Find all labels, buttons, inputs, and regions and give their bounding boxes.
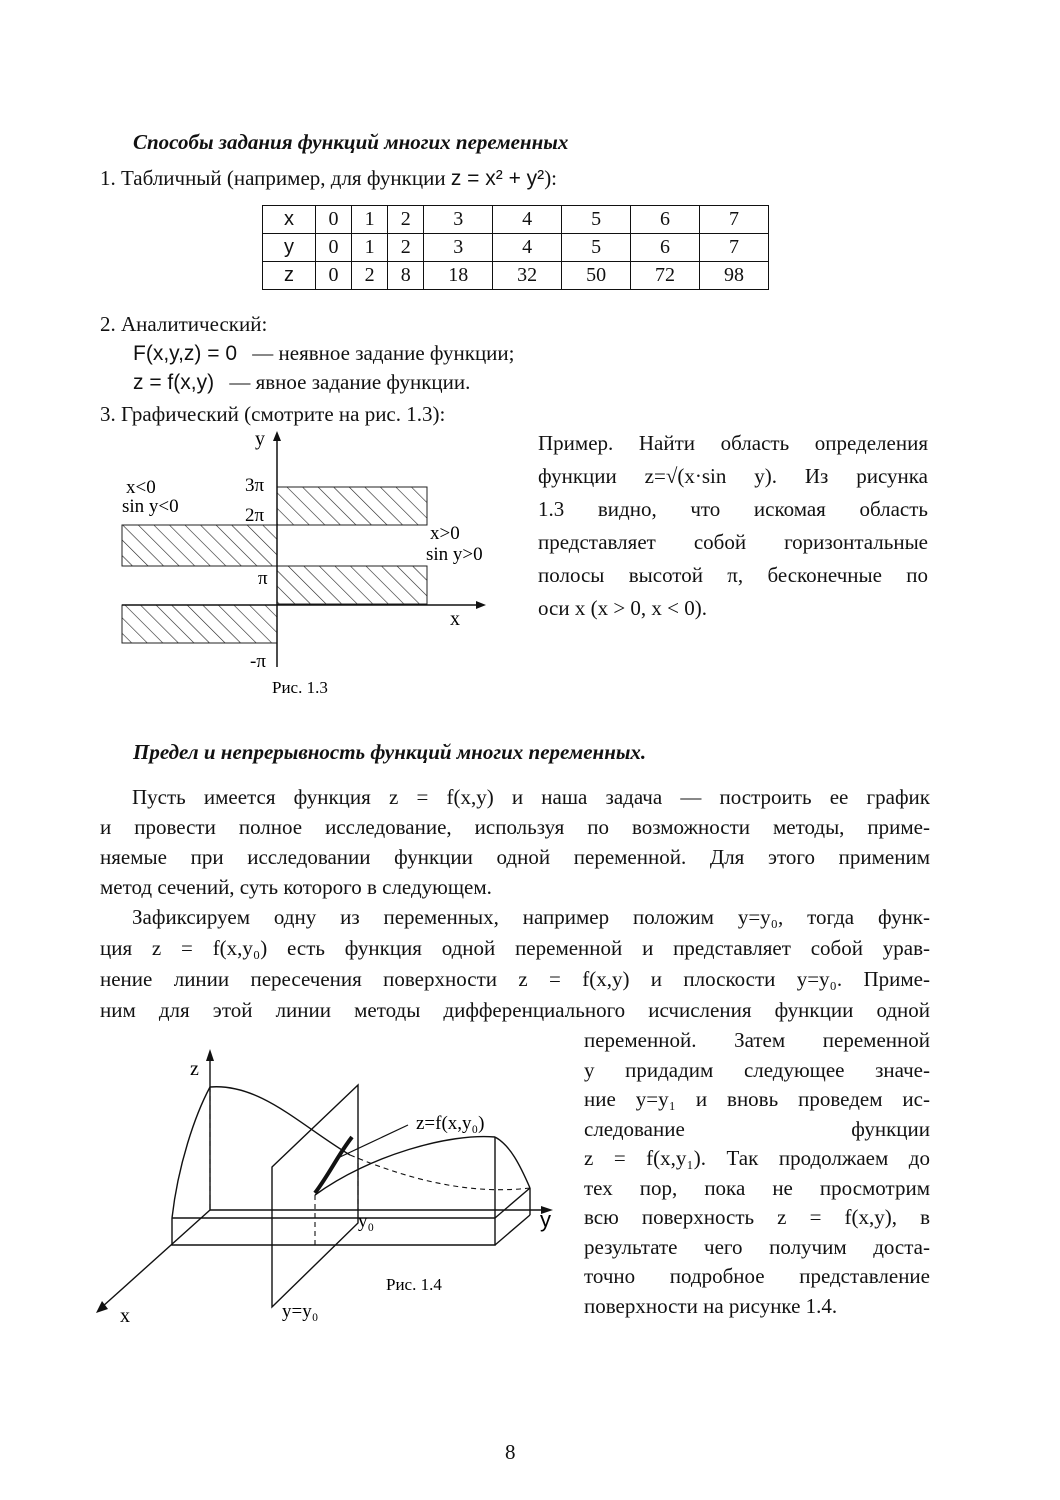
paragraph-line: z = f(x,y₁). Так продолжаем до: [584, 1146, 930, 1170]
fig13-y-label: y: [255, 428, 265, 450]
fig14-curve-label: z=f(x,y₀): [416, 1113, 485, 1134]
table-row: [263, 206, 769, 234]
paragraph-line: Пусть имеется функция z = f(x,y) и наша задача — построить ее график: [132, 785, 930, 809]
example-line: 1.3 видно, что искомая область: [538, 497, 928, 521]
values-table: [262, 205, 769, 290]
table-cell: 5: [562, 234, 631, 262]
table-cell: 6: [631, 206, 700, 234]
table-cell: 7: [699, 206, 768, 234]
paragraph-line: метод сечений, суть которого в следующем.: [100, 875, 492, 899]
paragraph-line: поверхности на рисунке 1.4.: [584, 1293, 838, 1318]
item-analytic-title: 2. Аналитический:: [100, 312, 268, 336]
paragraph-line: y придадим следующее значе-: [584, 1057, 930, 1082]
item-graphic-title: 3. Графический (смотрите на рис. 1.3):: [100, 402, 446, 426]
table-cell: 18: [424, 262, 493, 290]
label-neg-pi: -π: [250, 651, 266, 672]
item-tabular-after: ):: [544, 166, 558, 190]
example-paragraph: [538, 427, 928, 625]
band-left-pi-2pi: [122, 525, 277, 566]
label-pi: π: [258, 568, 268, 589]
paragraph-line: ние y=y₁ и вновь проведем ис-: [584, 1087, 930, 1111]
implicit-formula: F(x,y,z) = 0: [133, 342, 238, 365]
right-condition-x: x>0: [430, 523, 460, 544]
table-cell: 3: [424, 206, 493, 234]
paragraph-line: и провести полное исследование, используя по возможности методы, приме-: [100, 815, 930, 839]
paragraph-line: результате чего получим доста-: [584, 1234, 930, 1259]
fig14-caption: Рис. 1.4: [386, 1275, 442, 1294]
example-line: функции z=√(x·sin y). Из рисунка: [538, 464, 928, 488]
table-cell: 4: [493, 206, 562, 234]
example-line: полосы высотой π, бесконечные по: [538, 563, 928, 587]
x-axis-arrow-icon: [476, 601, 486, 609]
table-row-label: z: [263, 262, 316, 290]
table-row: [263, 262, 769, 290]
paragraph-line: точно подробное представление: [584, 1264, 930, 1288]
fig14-plane-label: y=y₀: [282, 1301, 319, 1322]
surface-top-curve: [210, 1087, 350, 1155]
surface-front-left: [172, 1087, 210, 1218]
table-cell: 2: [388, 206, 424, 234]
base-box: [172, 1218, 495, 1245]
left-condition-x: x<0: [126, 477, 156, 498]
y-axis-arrow-icon: [273, 431, 281, 441]
base-edge-back: [495, 1188, 530, 1218]
table-row-label: x: [263, 206, 316, 234]
fig13-caption: Рис. 1.3: [272, 678, 328, 697]
section-curve: [315, 1137, 352, 1193]
implicit-text: — неявное задание функции;: [252, 341, 515, 365]
fig14-y0-label: y₀: [358, 1211, 375, 1232]
fig14-z-label: z: [190, 1058, 199, 1080]
paragraph-line: следование функции: [584, 1116, 930, 1141]
table-cell: 4: [493, 234, 562, 262]
page-number: 8: [505, 1440, 516, 1464]
table-cell: 1: [352, 206, 388, 234]
fig14-y-label: y: [540, 1207, 551, 1232]
table-cell: 6: [631, 234, 700, 262]
table-cell: 98: [699, 262, 768, 290]
table-cell: 50: [562, 262, 631, 290]
band-right-0-pi: [277, 566, 427, 604]
section-title-limits: Предел и непрерывность функций многих переменных.: [133, 740, 647, 764]
item-tabular-text: 1. Табличный (например, для функции: [100, 166, 451, 190]
paragraph-line: всю поверхность z = f(x,y), в: [584, 1205, 930, 1229]
table-row: [263, 234, 769, 262]
paragraph-line: переменной. Затем переменной: [584, 1028, 930, 1052]
band-right-2pi-3pi: [277, 487, 427, 525]
fig14-x-label: x: [120, 1305, 130, 1327]
table-cell: 1: [352, 234, 388, 262]
item-tabular: [100, 166, 557, 191]
implicit-line: [133, 341, 515, 366]
table-cell: 0: [316, 234, 352, 262]
table-cell: 7: [699, 234, 768, 262]
surface-right-back: [495, 1137, 530, 1188]
table-cell: 8: [388, 262, 424, 290]
paragraph-line: нение линии пересечения поверхности z = f(x,y) и плоскости y=y₀. Приме-: [100, 967, 930, 991]
paragraph-line: ним для этой линии методы дифференциального исчисления функции одной: [100, 998, 930, 1022]
paragraph-2: [100, 902, 930, 1026]
left-condition-sin: sin y<0: [122, 496, 179, 517]
table-cell: 0: [316, 262, 352, 290]
explicit-line: [133, 370, 470, 395]
explicit-formula: z = f(x,y): [133, 371, 215, 394]
table-row-label: y: [263, 234, 316, 262]
x-axis-line: [102, 1210, 210, 1307]
paragraph-line: Зафиксируем одну из переменных, например положим y=y₀, тогда функ-: [132, 905, 930, 929]
table-cell: 3: [424, 234, 493, 262]
surface-front-curve: [315, 1137, 495, 1195]
base-edge-back-low: [495, 1215, 530, 1245]
figure-1-4: [90, 1045, 570, 1335]
explicit-text: — явное задание функции.: [229, 370, 471, 394]
label-2pi: 2π: [245, 505, 265, 526]
example-line: Пример. Найти область определения: [538, 431, 928, 455]
paragraph-line: няемые при исследовании функции одной переменной. Для этого применим: [100, 845, 930, 869]
z-axis-arrow-icon: [206, 1049, 214, 1061]
item-tabular-formula: z = x² + y²: [450, 167, 545, 190]
section-title-methods: Способы задания функций многих переменных: [133, 130, 569, 154]
example-line: представляет собой горизонтальные: [538, 530, 928, 554]
table-cell: 5: [562, 206, 631, 234]
table-cell: 32: [493, 262, 562, 290]
paragraph-2-continued: [584, 1026, 930, 1321]
paragraph-1: [100, 782, 930, 902]
table-cell: 2: [388, 234, 424, 262]
example-line: оси x (x > 0, x < 0).: [538, 596, 708, 620]
table-cell: 72: [631, 262, 700, 290]
table-cell: 2: [352, 262, 388, 290]
table-cell: 0: [316, 206, 352, 234]
paragraph-line: тех пор, пока не просмотрим: [584, 1175, 930, 1200]
paragraph-line: ция z = f(x,y₀) есть функция одной переменной и представляет собой урав-: [100, 936, 930, 960]
fig13-x-label: x: [450, 608, 460, 630]
right-condition-sin: sin y>0: [426, 544, 483, 565]
band-left-negpi-0: [122, 605, 277, 643]
label-3pi: 3π: [245, 475, 265, 496]
figure-1-3: [100, 425, 520, 715]
